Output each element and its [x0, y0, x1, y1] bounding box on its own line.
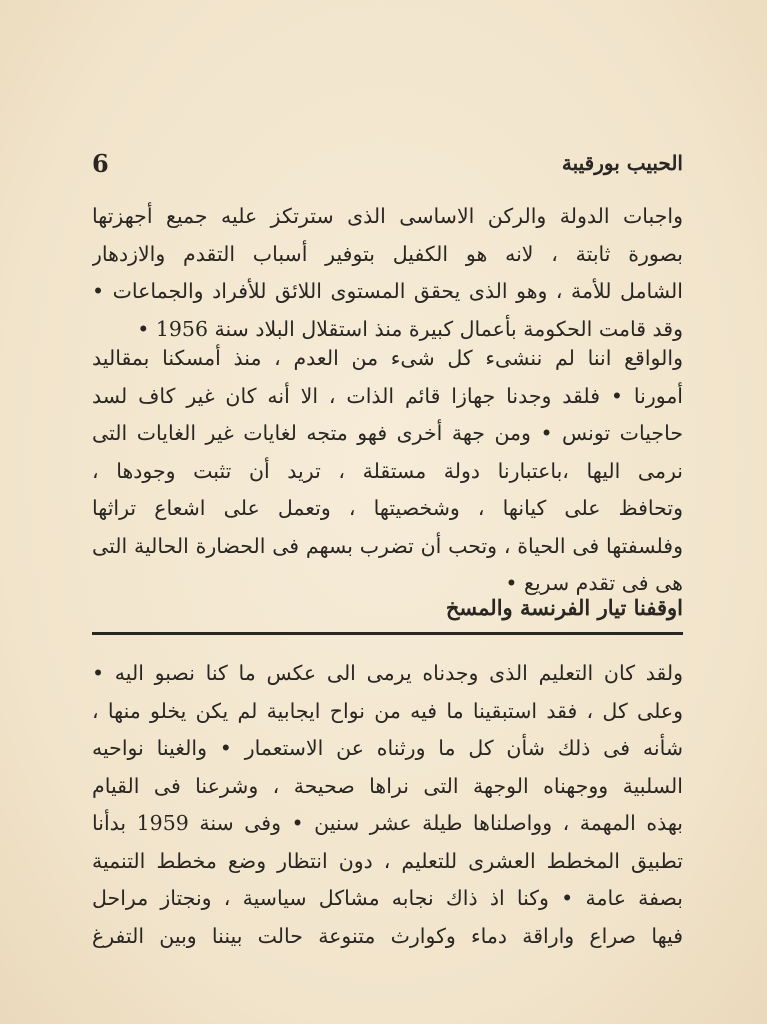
- text-line: تطبيق المخطط العشرى للتعليم ، دون انتظار وضع مخطط التنمية: [92, 848, 683, 873]
- running-head: الحبيب بورقيبة: [561, 151, 683, 175]
- text-line: السلبية ووجهناه الوجهة التى نراها صحيحة ، وشرعنا فى القيام: [92, 773, 683, 798]
- paragraph-1: [92, 198, 683, 348]
- text-line: وعلى كل ، فقد استبقينا ما فيه من نواح ايجابية لم يكن يخلو منها ،: [92, 698, 683, 723]
- text-line: والواقع اننا لم ننشىء كل شىء من العدم ، منذ أمسكنا بمقاليد: [92, 346, 683, 370]
- section-title: اوقفنا تيار الفرنسة والمسخ: [445, 595, 683, 620]
- text-line: وفلسفتها فى الحياة ، وتحب أن تضرب بسهم فى الحضارة الحالية التى: [92, 533, 683, 558]
- text-line: بصورة ثابتة ، لانه هو الكفيل بتوفير أسباب التقدم والازدهار: [92, 241, 683, 266]
- text-line: فيها صراع واراقة دماء وكوارث متنوعة حالت بيننا وبين التفرغ: [92, 923, 683, 948]
- text-line: وتحافظ على كيانها ، وشخصيتها ، وتعمل على اشعاع تراثها: [92, 496, 683, 520]
- section-divider: [92, 632, 683, 635]
- paragraph-3: [92, 655, 683, 955]
- page-header: [92, 148, 683, 178]
- text-line: واجبات الدولة والركن الاساسى الذى سترتكز عليه جميع أجهزتها: [92, 204, 683, 228]
- page-number: 6: [92, 148, 109, 178]
- text-line: بهذه المهمة ، وواصلناها طيلة عشر سنين • وفى سنة 1959 بدأنا: [92, 811, 683, 835]
- text-line: بصفة عامة • وكنا اذ ذاك نجابه مشاكل سياسية ، ونجتاز مراحل: [92, 886, 683, 910]
- text-line: الشامل للأمة ، وهو الذى يحقق المستوى اللائق للأفراد والجماعات •: [92, 279, 683, 303]
- text-line: حاجيات تونس • ومن جهة أخرى فهو متجه لغايات غير الغايات التى: [92, 421, 683, 445]
- text-line: وقد قامت الحكومة بأعمال كبيرة منذ استقلال البلاد سنة 1956 •: [137, 316, 683, 341]
- text-line: شأنه فى ذلك شأن كل ما ورثناه عن الاستعمار • والغينا نواحيه: [92, 736, 683, 760]
- paragraph-2: [92, 340, 683, 603]
- text-line: أمورنا • فلقد وجدنا جهازا قائم الذات ، الا أنه كان غير كاف لسد: [92, 383, 683, 408]
- text-line: هى فى تقدم سريع •: [505, 571, 683, 595]
- text-line: ولقد كان التعليم الذى وجدناه يرمى الى عكس ما كنا نصبو اليه •: [92, 661, 683, 685]
- text-line: نرمى اليها ،باعتبارنا دولة مستقلة ، تريد أن تثبت وجودها ،: [92, 458, 683, 483]
